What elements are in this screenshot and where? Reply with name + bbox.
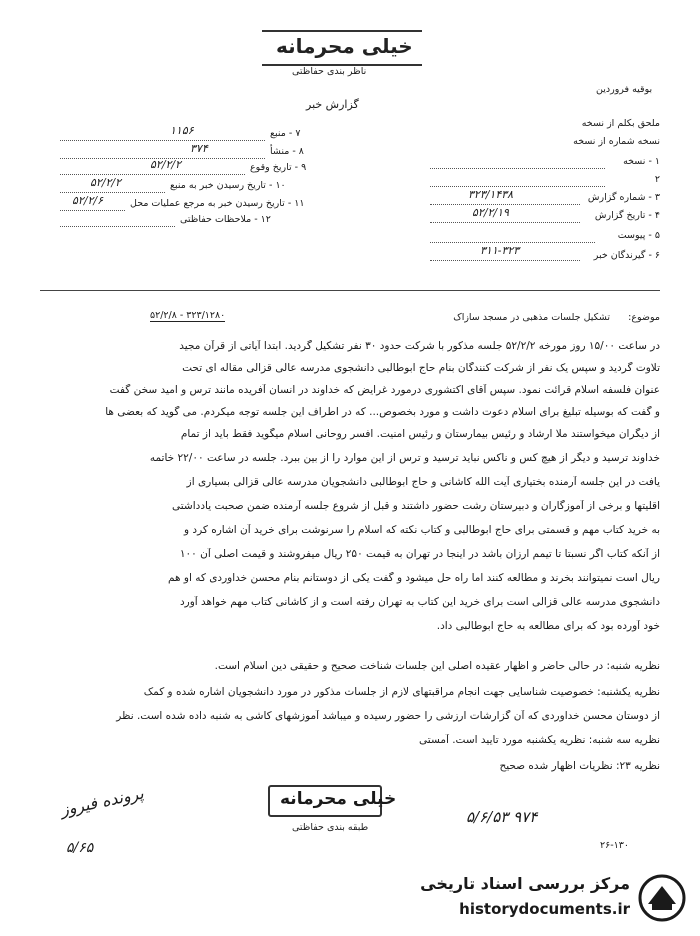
classification-stamp-text: خیلی محرمانه bbox=[276, 34, 413, 58]
field-label-date-event: ۹ - تاریخ وقوع bbox=[250, 162, 307, 173]
archive-logo-icon bbox=[638, 874, 686, 922]
form-title: گزارش خبر bbox=[306, 98, 359, 111]
copy-line-2: نسخه شماره از نسخه bbox=[573, 136, 660, 147]
field-line bbox=[430, 242, 595, 243]
field-label-remarks: ۱۲ - ملاحظات حفاظتی bbox=[180, 214, 271, 225]
field-label-origin: ۸ - منشأ bbox=[270, 146, 304, 157]
note-line: از دوستان محسن خداوردی که آن گزارشات ارزشی را حضور رسیده و میباشد آموزشهای کاشی به شنبه داده شده است. نظر bbox=[116, 710, 660, 722]
bottom-classification-stamp bbox=[268, 785, 397, 817]
field-line bbox=[430, 186, 605, 187]
body-line: و گفت که بوسیله تبلیغ برای اسلام دعوت داشت و مورد بخصوص... که در اطراف این جلسه توجه میکردم. می گوید که بعضی ها bbox=[105, 406, 660, 418]
body-line: خداوند ترسید و دیگر از هیچ کس و ناکس نباید ترسید و ترس از این موارد را از بین ببرد. جلسه در ساعت ۲۲/۰۰ خاتمه bbox=[149, 452, 660, 464]
note-line: نظریه شنبه: در حالی حاضر و اظهار عقیده اصلی این جلسات شناخت صحیح و حقیقی دین اسلام است. bbox=[214, 660, 660, 672]
note-line: نظریه سه شنبه: نظریه یکشنبه مورد تایید است. آمستی bbox=[419, 734, 660, 746]
logo-text-en: historydocuments.ir bbox=[459, 900, 630, 918]
classification-stamp bbox=[262, 30, 422, 66]
section-divider bbox=[40, 290, 660, 291]
body-line: به خرید کتاب مهم و قسمتی برای حاج ابوطالبی و کتاب نکته که اسلام را سرنوشت برای خرید آن اشاره کرد و bbox=[184, 524, 660, 536]
field-label-report-date: ۴ - تاریخ گزارش bbox=[594, 210, 660, 221]
body-line: ریال است نمیتوانند بخرند و مطالعه کنند اما راه حل میشود و گفت یکی از دوستانم بنام محسن خداوردی که او هم bbox=[168, 572, 660, 584]
field-line bbox=[430, 204, 580, 205]
field-value-date-source: ۵۲/۲/۲ bbox=[90, 176, 122, 189]
field-label-report-number: ۳ - شماره گزارش bbox=[587, 192, 660, 203]
field-line bbox=[430, 168, 605, 169]
field-value-source: ۱۱۵۶ bbox=[170, 124, 194, 137]
handwritten-ref: ۵/۶/۵۳ ۹۷۴ bbox=[466, 808, 538, 826]
field-label-date-source: ۱۰ - تاریخ رسیدن خبر به منبع bbox=[170, 180, 286, 191]
body-line: از دیگران میخواستند ملا ارشاد و رئیس بیمارستان و رئیس امنیت. افسر روحانی اسلام میگوید فقط باید از تمام bbox=[180, 428, 660, 440]
field-value-recipients: ۳۱۱-۳۲۳ bbox=[480, 244, 520, 257]
bottom-stamp-sub: طبقه بندی حفاظتی bbox=[292, 822, 369, 833]
field-line bbox=[60, 174, 245, 175]
doc-code: بوقیه فروردین bbox=[596, 84, 653, 95]
field-line bbox=[430, 222, 580, 223]
body-line: از آنکه کتاب اگر نسبتا تا تیمم ارزان باشد در اینجا در تهران به قیمت ۲۵۰ ریال میفروشند و قیمت اصلی آن ۱۰۰ bbox=[179, 548, 660, 560]
body-line: عنوان فلسفه اسلام قرائت نمود. سپس آقای اکتشوری درمورد غرایض که خداوند در انسان آفریده مانند ترس و امید سخن گفت bbox=[109, 384, 660, 396]
field-label-attachment: ۵ - پیوست bbox=[617, 230, 660, 241]
field-line bbox=[60, 210, 125, 211]
org-name: ناظر بندی حفاظتی bbox=[292, 66, 367, 77]
handwritten-signature: پرونده فیروز bbox=[58, 783, 146, 820]
subject-ref: ۵۲/۲/۸ - ۳۲۳/۱۲۸۰ bbox=[150, 310, 226, 321]
field-label-copy: ۱ - نسخه bbox=[623, 156, 660, 167]
subject-label: موضوع: bbox=[628, 312, 660, 323]
body-line: یافت در این جلسه آرمنده بختیاری آیت الله کاشانی و حاج ابوطالبی دانشجویان مدرسه عالی قزالی بسیاری از bbox=[186, 476, 660, 488]
field-line bbox=[60, 140, 265, 141]
field-line bbox=[60, 226, 175, 227]
field-label-2: ۲ bbox=[654, 174, 660, 185]
note-line: نظریه یکشنبه: خصوصیت شناسایی جهت انجام مراقبتهای لازم از جلسات مذکور در مورد دانشجویان اشاره شده و کمک bbox=[143, 686, 660, 698]
field-label-recipients: ۶ - گیرندگان خبر bbox=[593, 250, 660, 261]
field-label-source: ۷ - منبع bbox=[270, 128, 301, 139]
field-value-date-received: ۵۲/۲/۶ bbox=[72, 194, 104, 207]
body-line: خود آورده بود که برای مطالعه به حاج ابوطالبی داد. bbox=[436, 620, 660, 632]
bottom-stamp-text: خیلی محرمانه bbox=[280, 789, 397, 809]
field-value-date-event: ۵۲/۲/۲ bbox=[150, 158, 182, 171]
copy-line-1: ملحق بکلم از نسخه bbox=[581, 118, 660, 129]
field-line bbox=[430, 260, 580, 261]
field-value-report-date: ۵۲/۲/۱۹ bbox=[472, 206, 509, 219]
body-line: در ساعت ۱۵/۰۰ روز مورخه ۵۲/۲/۲ جلسه مذکور با شرکت حدود ۳۰ نفر تشکیل گردید. ابتدا آیاتی از قرآن مجید bbox=[179, 340, 660, 352]
signature-date: ۵/۶۵ bbox=[66, 840, 94, 856]
field-line bbox=[60, 192, 165, 193]
logo-text-fa: مرکز بررسی اسناد تاریخی bbox=[420, 874, 630, 893]
note-line: نظریه ۲۳: نظریات اظهار شده صحیح bbox=[499, 760, 660, 772]
body-line: تلاوت گردید و سپس یک نفر از شرکت کنندگان بنام حاج ابوطالبی دانشجوی مدرسه عالی قزالی مقاله ای تحت bbox=[182, 362, 660, 374]
field-label-date-received: ۱۱ - تاریخ رسیدن خبر به مرجع عملیات محل bbox=[130, 198, 305, 209]
body-line: دانشجوی مدرسه عالی قزالی است برای خرید این کتاب به تهران رفته است و از کاشانی کتاب مهم خواهد آورد bbox=[179, 596, 660, 608]
field-value-origin: ۳۷۴ bbox=[190, 142, 208, 155]
archive-logo bbox=[402, 868, 692, 930]
page-code: ۲۶-۱۳۰ bbox=[600, 840, 629, 851]
body-line: اقلیتها و برخی از آموزگاران و دبیرستان رشت حضور داشتند و قبل از شروع جلسه آرمنده ضمن صحبت یادداشتی bbox=[172, 500, 660, 512]
subject-text: تشکیل جلسات مذهبی در مسجد سازاک bbox=[453, 312, 610, 323]
field-value-report-number: ۳۲۳/۱۴۳۸ bbox=[468, 188, 514, 201]
